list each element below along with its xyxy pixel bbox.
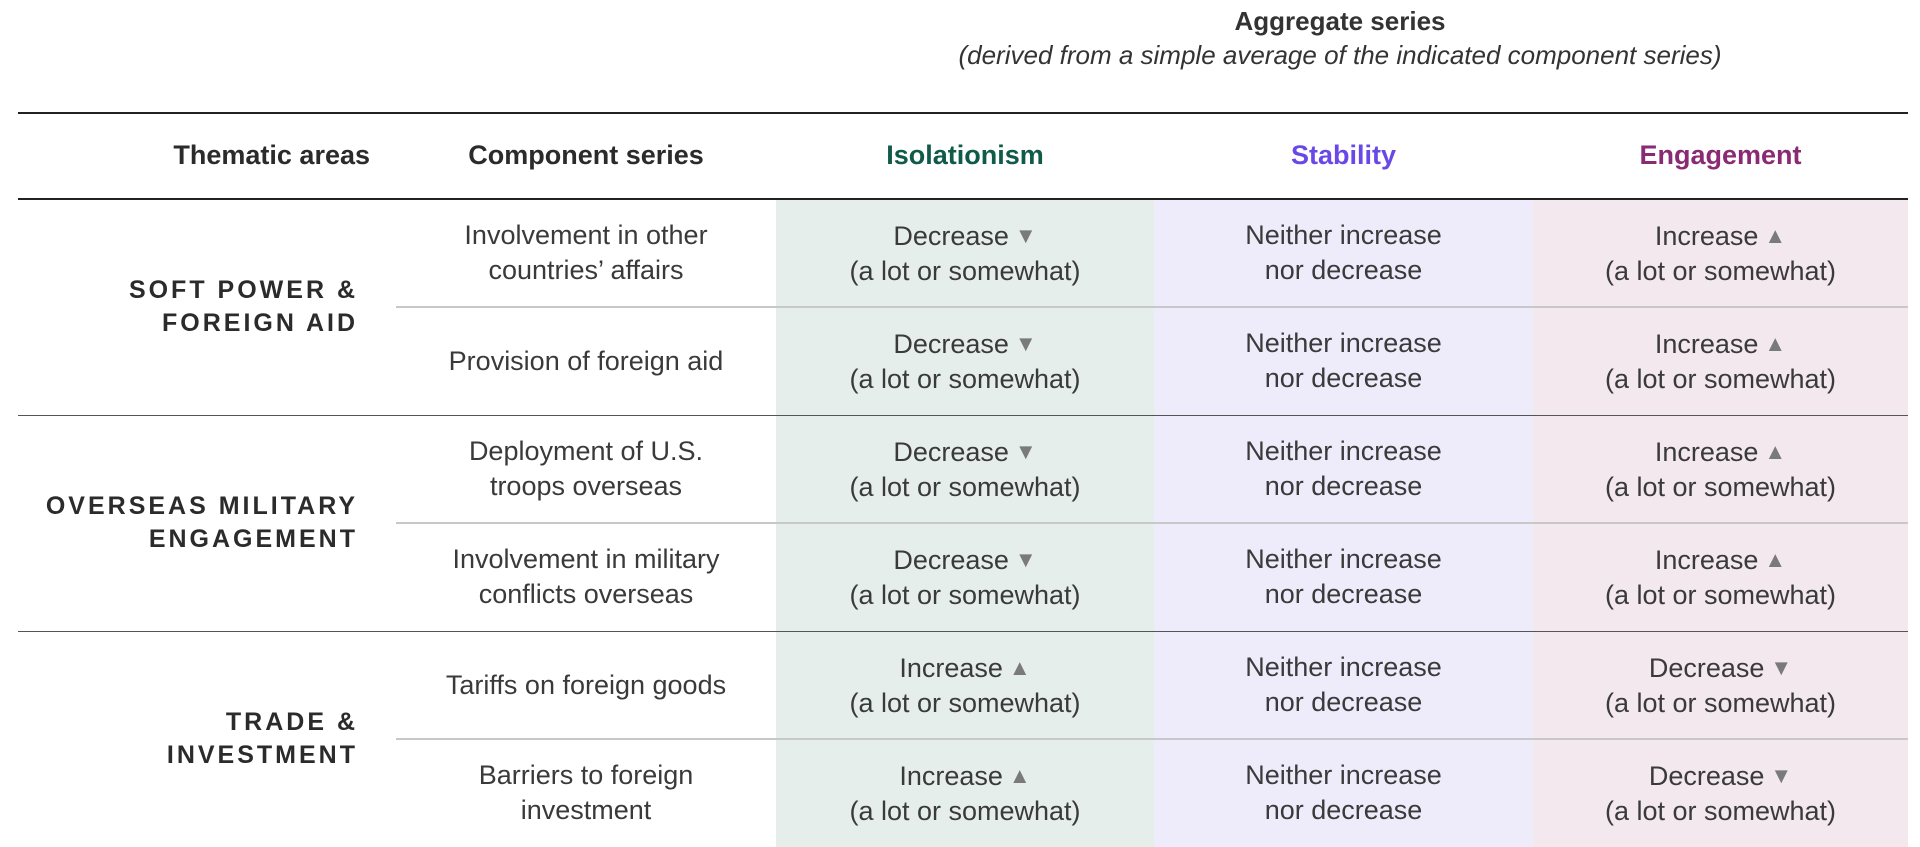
triangle-up-icon: ▲	[1764, 439, 1787, 464]
stability-cell	[1154, 434, 1533, 504]
header-isolationism: Isolationism	[886, 140, 1044, 170]
isolationism-cell	[776, 650, 1154, 721]
direction-text: Decrease	[1648, 761, 1765, 791]
area-label-line: OVERSEAS MILITARY	[45, 492, 358, 520]
direction-text: Decrease	[893, 329, 1009, 359]
triangle-down-icon: ▼	[1014, 223, 1037, 248]
table-subtitle: (derived from a simple average of the indicated component series)	[958, 40, 1722, 70]
table-row-component	[396, 218, 776, 288]
qualifier-text: (a lot or somewhat)	[1604, 688, 1837, 718]
area-label-line: SOFT POWER &	[128, 276, 358, 304]
area-label-line: INVESTMENT	[166, 741, 358, 769]
isolationism-cell	[776, 542, 1154, 613]
table-row-component	[396, 434, 776, 504]
header-engagement: Engagement	[1639, 140, 1802, 170]
qualifier-text: (a lot or somewhat)	[849, 256, 1081, 286]
component-text: Involvement in military	[452, 544, 720, 574]
engagement-cell	[1533, 650, 1908, 721]
triangle-up-icon: ▲	[1764, 547, 1787, 572]
engagement-cell	[1533, 434, 1908, 505]
triangle-up-icon: ▲	[1764, 331, 1787, 356]
header-component-series: Component series	[468, 140, 704, 170]
area-military	[20, 490, 358, 556]
direction-text: Increase	[1654, 329, 1759, 359]
direction-text: Neither increase	[1245, 436, 1442, 466]
table-row-component	[396, 668, 776, 703]
triangle-up-icon: ▲	[1764, 223, 1787, 248]
direction-text: nor decrease	[1264, 687, 1423, 717]
direction-text: Decrease	[893, 437, 1009, 467]
direction-text: Neither increase	[1245, 760, 1442, 790]
qualifier-text: (a lot or somewhat)	[849, 688, 1081, 718]
area-label-line: TRADE &	[225, 708, 358, 736]
qualifier-text: (a lot or somewhat)	[849, 472, 1081, 502]
qualifier-text: (a lot or somewhat)	[1604, 364, 1837, 394]
stability-cell	[1154, 758, 1533, 828]
component-text: investment	[520, 795, 652, 825]
direction-text: Increase	[1654, 545, 1759, 575]
engagement-cell	[1533, 758, 1908, 829]
area-label-line: ENGAGEMENT	[148, 525, 358, 553]
engagement-cell	[1533, 218, 1908, 289]
qualifier-text: (a lot or somewhat)	[849, 796, 1081, 826]
area-trade	[20, 706, 358, 772]
isolationism-cell	[776, 218, 1154, 289]
area-soft-power	[20, 274, 358, 340]
direction-text: Increase	[899, 761, 1003, 791]
component-text: troops overseas	[489, 471, 683, 501]
direction-text: Increase	[1654, 221, 1759, 251]
table-row-component	[396, 758, 776, 828]
triangle-up-icon: ▲	[1008, 655, 1031, 680]
header-stability: Stability	[1290, 140, 1397, 170]
header-rule	[18, 198, 1908, 200]
component-text: countries’ affairs	[488, 255, 684, 285]
component-text: Deployment of U.S.	[468, 436, 704, 466]
qualifier-text: (a lot or somewhat)	[849, 580, 1081, 610]
group-rule-2	[18, 631, 1908, 632]
engagement-cell	[1533, 542, 1908, 613]
qualifier-text: (a lot or somewhat)	[1604, 256, 1837, 286]
direction-text: Neither increase	[1245, 544, 1442, 574]
header-thematic-areas: Thematic areas	[173, 140, 370, 170]
triangle-down-icon: ▼	[1014, 439, 1037, 464]
qualifier-text: (a lot or somewhat)	[1604, 796, 1837, 826]
direction-text: nor decrease	[1264, 363, 1423, 393]
direction-text: Neither increase	[1245, 652, 1442, 682]
isolationism-cell	[776, 434, 1154, 505]
direction-text: Decrease	[893, 221, 1009, 251]
triangle-up-icon: ▲	[1008, 763, 1031, 788]
qualifier-text: (a lot or somewhat)	[1604, 472, 1837, 502]
stability-cell	[1154, 218, 1533, 288]
direction-text: nor decrease	[1264, 471, 1423, 501]
table-row-component	[396, 344, 776, 379]
qualifier-text: (a lot or somewhat)	[849, 364, 1081, 394]
direction-text: Increase	[1654, 437, 1759, 467]
row-rule-2	[396, 522, 1908, 524]
stability-cell	[1154, 326, 1533, 396]
top-rule	[18, 112, 1908, 114]
group-rule-1	[18, 415, 1908, 416]
direction-text: nor decrease	[1264, 579, 1423, 609]
row-rule-3	[396, 738, 1908, 740]
qualifier-text: (a lot or somewhat)	[1604, 580, 1837, 610]
stability-cell	[1154, 542, 1533, 612]
isolationism-cell	[776, 758, 1154, 829]
component-text: conflicts overseas	[478, 579, 694, 609]
direction-text: Increase	[899, 653, 1003, 683]
direction-text: nor decrease	[1264, 795, 1423, 825]
direction-text: Neither increase	[1245, 220, 1442, 250]
direction-text: Neither increase	[1245, 328, 1442, 358]
component-text: Barriers to foreign	[478, 760, 694, 790]
row-rule-1	[396, 306, 1908, 308]
direction-text: Decrease	[1648, 653, 1765, 683]
triangle-down-icon: ▼	[1770, 763, 1793, 788]
direction-text: Decrease	[893, 545, 1009, 575]
triangle-down-icon: ▼	[1014, 547, 1037, 572]
component-text: Involvement in other	[464, 220, 708, 250]
direction-text: nor decrease	[1264, 255, 1423, 285]
table-row-component	[396, 542, 776, 612]
table-title: Aggregate series	[1234, 6, 1446, 36]
triangle-down-icon: ▼	[1770, 655, 1793, 680]
component-text: Tariffs on foreign goods	[445, 670, 727, 700]
stability-cell	[1154, 650, 1533, 720]
triangle-down-icon: ▼	[1014, 331, 1037, 356]
component-text: Provision of foreign aid	[448, 346, 724, 376]
area-label-line: FOREIGN AID	[162, 309, 358, 337]
engagement-cell	[1533, 326, 1908, 397]
isolationism-cell	[776, 326, 1154, 397]
